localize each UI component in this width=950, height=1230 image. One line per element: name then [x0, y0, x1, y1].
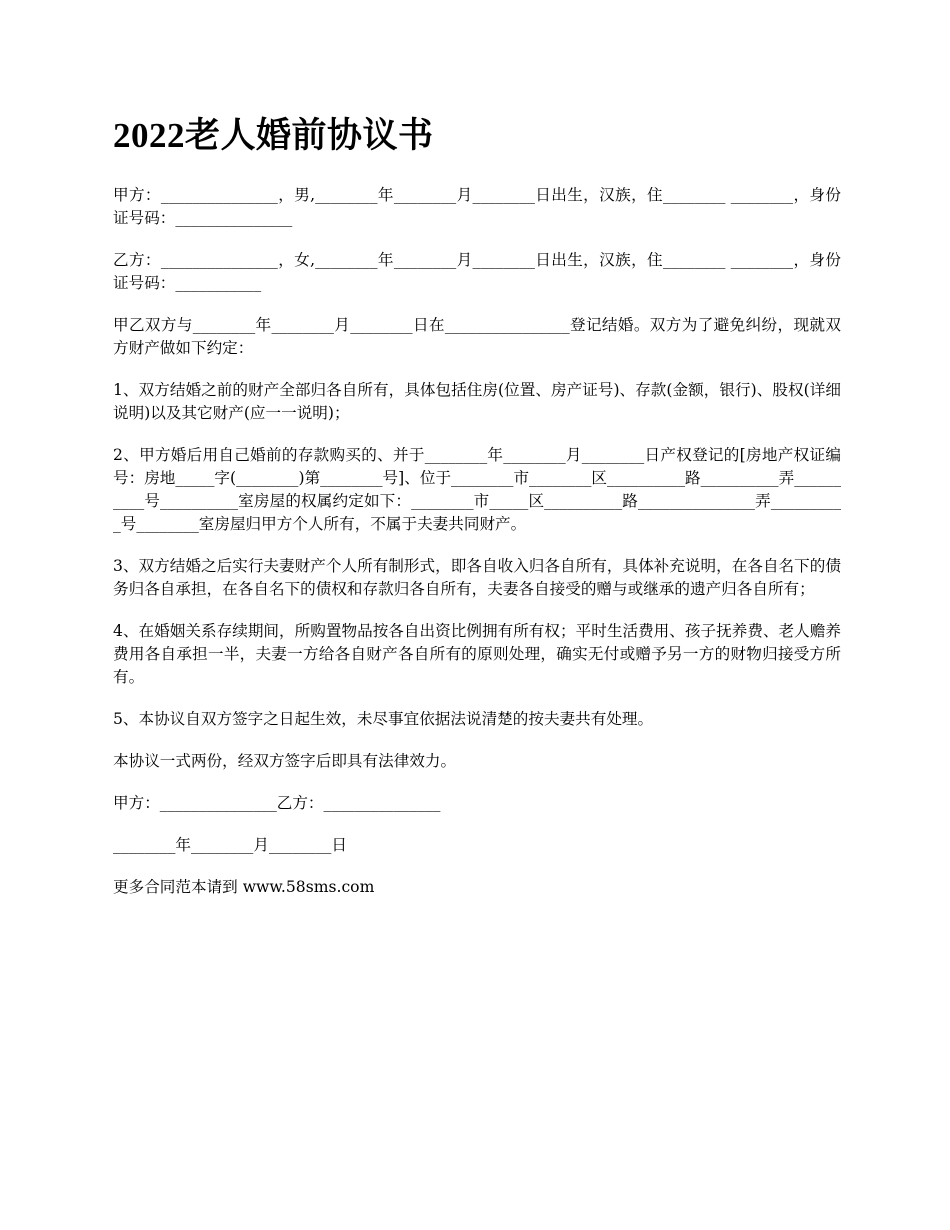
marriage-registration-clause: 甲乙双方与________年________月________日在________________登记结婚。双方为了避免纠纷，现就双方财产做如下约定：	[113, 316, 841, 357]
clause-2: 2、甲方婚后用自己婚前的存款购买的、并于________年________月________日产权登记的[房地产权证编号：房地_____字(________)第________号]、位于________市________区__________路__________弄__________号__________室房屋的权属约定如下：________市_____区__________路_______________弄__________号________室房屋归甲方个人所有，不属于夫妻共同财产。	[113, 446, 841, 533]
date-line: ________年________月________日	[113, 836, 347, 854]
document-title: 2022老人婚前协议书	[113, 116, 434, 155]
clause-5: 5、本协议自双方签字之日起生效，未尽事宜依据法说清楚的按夫妻共有处理。	[113, 710, 654, 728]
clause-3: 3、双方结婚之后实行夫妻财产个人所有制形式，即各自收入归各自所有，具体补充说明，在各自名下的债务归各自承担，在各自名下的债权和存款归各自所有，夫妻各自接受的赠与或继承的遗产归各自所有；	[113, 557, 841, 598]
party-b-info: 乙方：_______________，女,________年________月________日出生，汉族，住________ ________，身份证号码：___________	[113, 251, 841, 292]
copies-statement: 本协议一式两份，经双方签字后即具有法律效力。	[113, 752, 457, 770]
signature-line: 甲方：_______________乙方：_______________	[113, 794, 441, 812]
clause-4: 4、在婚姻关系存续期间，所购置物品按各自出资比例拥有所有权；平时生活费用、孩子抚养费、老人赡养费用各自承担一半，夫妻一方给各自财产各自所有的原则处理，确实无付或赠予另一方的财物归接受方所有。	[113, 622, 841, 686]
party-a-info: 甲方：_______________，男,________年________月________日出生，汉族，住________ ________，身份证号码：_______________	[113, 186, 841, 227]
footer-link-text: 更多合同范本请到 www.58sms.com	[113, 878, 375, 896]
clause-1: 1、双方结婚之前的财产全部归各自所有，具体包括住房(位置、房产证号)、存款(金额，银行)、股权(详细说明)以及其它财产(应一一说明)；	[113, 381, 841, 422]
document-page	[113, 108, 841, 918]
